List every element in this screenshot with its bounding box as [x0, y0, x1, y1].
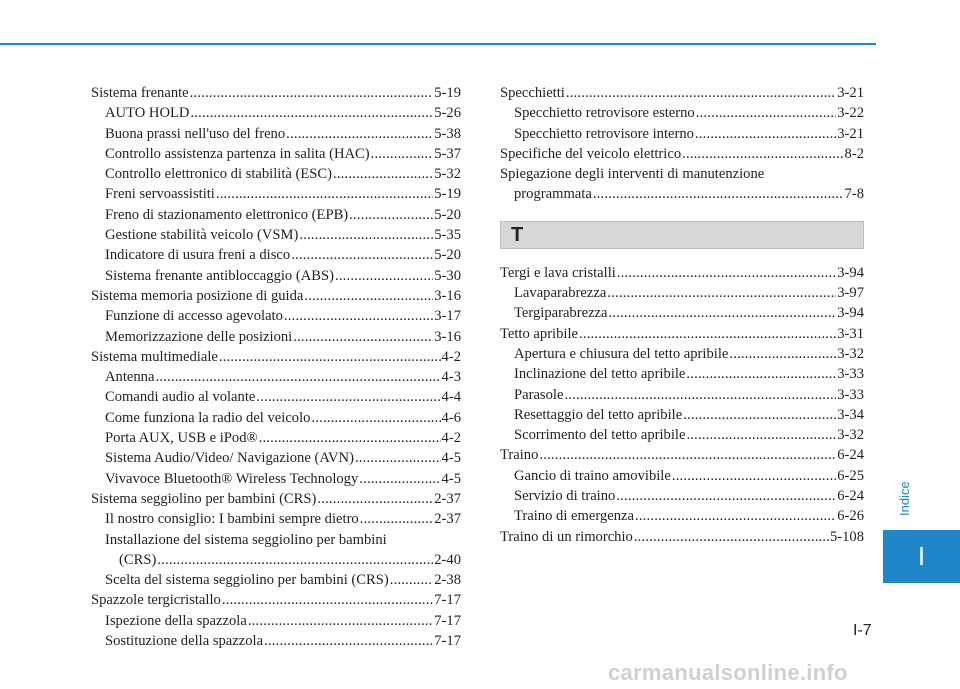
index-entry-label: Specifiche del veicolo elettrico	[500, 145, 682, 162]
index-entry-page: 5-26	[434, 105, 461, 122]
index-entry-page: 3-16	[434, 287, 461, 304]
index-entry[interactable]	[91, 489, 461, 509]
index-entry-label: Freni servoassistiti	[105, 186, 215, 203]
index-entry-label: Sistema multimediale	[91, 348, 218, 365]
index-entry[interactable]	[500, 466, 864, 486]
index-entry-page: 4-5	[441, 450, 461, 467]
index-entry-label: Funzione di accesso agevolato	[105, 308, 283, 325]
dot-leader	[617, 263, 836, 283]
dot-leader	[672, 466, 836, 486]
index-entry-page: 3-94	[837, 305, 864, 322]
dot-leader	[539, 445, 836, 465]
page-number: I-7	[853, 622, 872, 639]
index-entry[interactable]	[91, 550, 461, 570]
index-entry[interactable]	[500, 124, 864, 144]
index-entry[interactable]	[91, 306, 461, 326]
dot-leader	[304, 286, 433, 306]
index-column-left	[91, 83, 461, 651]
index-entry-page: 4-2	[441, 430, 461, 447]
dot-leader	[390, 570, 434, 590]
index-entry-label: Spazzole tergicristallo	[91, 592, 221, 609]
index-entry[interactable]	[91, 184, 461, 204]
dot-leader	[695, 124, 836, 144]
dot-leader	[683, 405, 836, 425]
index-entry-page: 2-40	[434, 551, 461, 568]
index-entry-page: 6-24	[837, 447, 864, 464]
side-tab-letter: I	[917, 541, 926, 571]
index-entry[interactable]	[91, 387, 461, 407]
index-entry-page: 3-32	[837, 345, 864, 362]
dot-leader	[155, 367, 440, 387]
index-entry-page: 5-38	[434, 125, 461, 142]
index-entry-page: 4-4	[441, 389, 461, 406]
index-entry[interactable]	[91, 225, 461, 245]
index-entry[interactable]	[91, 164, 461, 184]
index-column-right	[500, 83, 864, 547]
index-entry-label: Sistema frenante antibloccaggio (ABS)	[105, 267, 334, 284]
index-entry-page: 5-108	[829, 528, 864, 545]
dot-leader	[286, 124, 433, 144]
index-entry-page: 8-2	[844, 145, 864, 162]
dot-leader	[371, 144, 434, 164]
index-entry[interactable]	[91, 83, 461, 103]
index-entry-page: 3-31	[837, 325, 864, 342]
dot-leader	[284, 306, 433, 326]
dot-leader	[579, 324, 836, 344]
index-entry[interactable]	[500, 184, 864, 204]
index-entry-page: 3-33	[837, 386, 864, 403]
dot-leader	[607, 283, 836, 303]
index-entry[interactable]	[500, 385, 864, 405]
index-entry-label: Buona prassi nell'uso del freno	[105, 125, 286, 142]
dot-leader	[216, 184, 433, 204]
dot-leader	[311, 408, 440, 428]
dot-leader	[157, 550, 433, 570]
dot-leader	[359, 469, 440, 489]
index-entry-page: 7-8	[844, 186, 864, 203]
index-entry-label: Installazione del sistema seggiolino per bambini	[105, 531, 387, 548]
section-letter-bar	[500, 221, 864, 249]
index-entry-page: 5-35	[434, 227, 461, 244]
index-entry-label: Tergi e lava cristalli	[500, 264, 616, 281]
index-entry-label: Memorizzazione delle posizioni	[105, 328, 293, 345]
index-entry-page: 4-3	[441, 369, 461, 386]
index-entry-page: 4-2	[441, 348, 461, 365]
index-entry[interactable]	[91, 367, 461, 387]
index-entry-label: Sistema frenante	[91, 85, 189, 101]
index-entry-label: Controllo assistenza partenza in salita (HAC)	[105, 145, 370, 162]
index-entry-page: 3-97	[837, 285, 864, 302]
index-entry[interactable]	[91, 590, 461, 610]
dot-leader	[256, 387, 440, 407]
index-entry-label: Vivavoce Bluetooth® Wireless Technology	[105, 470, 359, 487]
index-entry-page: 5-19	[434, 85, 461, 101]
index-entry[interactable]	[91, 611, 461, 631]
index-entry-page: 3-33	[837, 366, 864, 383]
dot-leader	[682, 144, 843, 164]
index-entry-label: Tergiparabrezza	[514, 305, 608, 322]
index-entry-label: Traino	[500, 447, 539, 464]
dot-leader	[190, 83, 434, 103]
dot-leader	[593, 184, 844, 204]
index-entry-label: Parasole	[514, 386, 564, 403]
dot-leader	[335, 266, 433, 286]
index-entry-label: (CRS)	[119, 551, 157, 568]
index-entry-page: 5-20	[434, 247, 461, 264]
index-entry-label: Traino di emergenza	[514, 508, 634, 525]
index-entry[interactable]	[500, 164, 864, 184]
index-entry-page: 7-17	[434, 612, 461, 629]
index-entry-label: programmata	[514, 186, 592, 203]
dot-leader	[634, 527, 829, 547]
index-entry[interactable]	[91, 448, 461, 468]
index-entry[interactable]	[500, 144, 864, 164]
index-entry-page: 3-21	[837, 125, 864, 142]
index-entry-label: Sistema Audio/Video/ Navigazione (AVN)	[105, 450, 354, 467]
dot-leader	[686, 425, 836, 445]
index-entry-page: 6-25	[837, 467, 864, 484]
index-entry-page: 4-6	[441, 409, 461, 426]
index-entry-label: Resettaggio del tetto apribile	[514, 406, 683, 423]
index-entry-label: Specchietto retrovisore interno	[514, 125, 694, 142]
watermark: carmanualsonline.info	[608, 660, 848, 685]
index-entry-label: Il nostro consiglio: I bambini sempre dietro	[105, 511, 359, 528]
index-entry-page: 2-37	[434, 511, 461, 528]
index-entry-label: Gestione stabilità veicolo (VSM)	[105, 227, 299, 244]
dot-leader	[729, 344, 836, 364]
index-entry-label: AUTO HOLD	[105, 105, 190, 122]
index-entry-label: Scelta del sistema seggiolino per bambini (CRS)	[105, 572, 389, 589]
index-entry-page: 7-17	[434, 592, 461, 609]
index-entry-label: Comandi audio al volante	[105, 389, 256, 406]
index-entry-page: 3-22	[837, 105, 864, 122]
index-entry-label: Scorrimento del tetto apribile	[514, 427, 686, 444]
dot-leader	[190, 103, 433, 123]
side-tab-label: Indice	[897, 481, 912, 517]
index-entry-label: Traino di un rimorchio	[500, 528, 633, 545]
index-entry[interactable]	[500, 445, 864, 465]
dot-leader	[564, 385, 836, 405]
index-entry-page: 3-17	[434, 308, 461, 325]
index-entry[interactable]	[91, 327, 461, 347]
index-entry-page: 2-37	[434, 490, 461, 507]
index-entry[interactable]	[500, 283, 864, 303]
dot-leader	[635, 506, 836, 526]
index-entry[interactable]	[91, 347, 461, 367]
index-entry[interactable]	[500, 263, 864, 283]
index-entry[interactable]	[500, 425, 864, 445]
dot-leader	[696, 103, 837, 123]
index-entry-page: 5-19	[434, 186, 461, 203]
index-entry-page: 4-5	[441, 470, 461, 487]
index-entry-label: Come funziona la radio del veicolo	[105, 409, 311, 426]
index-entry[interactable]	[500, 303, 864, 323]
index-entry[interactable]	[91, 205, 461, 225]
index-entry-label: Indicatore di usura freni a disco	[105, 247, 291, 264]
dot-leader	[259, 428, 441, 448]
index-entry[interactable]	[91, 124, 461, 144]
index-entry[interactable]	[500, 324, 864, 344]
index-entry-label: Spiegazione degli interventi di manutenzione	[500, 166, 765, 183]
index-entry-label: Porta AUX, USB e iPod®	[105, 430, 258, 447]
index-entry-label: Servizio di traino	[514, 488, 616, 505]
index-entry[interactable]	[500, 344, 864, 364]
index-entry[interactable]	[500, 506, 864, 526]
index-entry-page: 5-32	[434, 166, 461, 183]
index-entry-label: Freno di stazionamento elettronico (EPB)	[105, 206, 349, 223]
index-entry-label: Antenna	[105, 369, 155, 386]
dot-leader	[219, 347, 441, 367]
index-entry-page: 5-30	[434, 267, 461, 284]
index-entry-label: Specchietti	[500, 85, 565, 101]
index-entry[interactable]	[91, 408, 461, 428]
index-entry[interactable]	[91, 469, 461, 489]
index-entry[interactable]	[91, 530, 461, 550]
index-entry-page: 5-20	[434, 206, 461, 223]
index-entry-label: Tetto apribile	[500, 325, 578, 342]
index-entry-label: Controllo elettronico di stabilità (ESC)	[105, 166, 332, 183]
dot-leader	[291, 245, 433, 265]
dot-leader	[222, 590, 433, 610]
dot-leader	[264, 631, 433, 651]
dot-leader	[248, 611, 433, 631]
index-entry-label: Gancio di traino amovibile	[514, 467, 671, 484]
header-rule	[0, 43, 876, 45]
index-entry[interactable]	[91, 631, 461, 651]
index-entry[interactable]	[91, 428, 461, 448]
index-entry-page: 5-37	[434, 145, 461, 162]
index-entry-label: Lavaparabrezza	[514, 285, 607, 302]
index-entry-page: 6-26	[837, 508, 864, 525]
index-entry-page: 3-94	[837, 264, 864, 281]
index-entry[interactable]	[91, 103, 461, 123]
index-entry-page: 3-16	[434, 328, 461, 345]
index-group-t	[500, 263, 864, 547]
index-entry-page: 2-38	[434, 572, 461, 589]
index-entry[interactable]	[91, 266, 461, 286]
dot-leader	[609, 303, 837, 323]
dot-leader	[317, 489, 433, 509]
dot-leader	[616, 486, 836, 506]
dot-leader	[360, 509, 434, 529]
index-entry-label: Ispezione della spazzola	[105, 612, 247, 629]
index-entry[interactable]	[500, 527, 864, 547]
side-tab[interactable]	[883, 530, 960, 583]
index-entry[interactable]	[500, 405, 864, 425]
index-entry[interactable]	[91, 245, 461, 265]
index-entry[interactable]	[91, 286, 461, 306]
index-entry-page: 6-24	[837, 488, 864, 505]
index-entry-page: 7-17	[434, 633, 461, 650]
dot-leader	[333, 164, 433, 184]
index-entry-page: 3-21	[837, 85, 864, 101]
index-entry-label: Sistema memoria posizione di guida	[91, 287, 304, 304]
index-entry[interactable]	[500, 103, 864, 123]
index-entry[interactable]	[500, 83, 864, 103]
index-entry[interactable]	[91, 144, 461, 164]
index-entry[interactable]	[91, 509, 461, 529]
index-entry[interactable]	[500, 364, 864, 384]
index-entry-label: Inclinazione del tetto apribile	[514, 366, 686, 383]
dot-leader	[686, 364, 836, 384]
dot-leader	[299, 225, 433, 245]
dot-leader	[355, 448, 441, 468]
index-entry-label: Sistema seggiolino per bambini (CRS)	[91, 490, 317, 507]
index-entry[interactable]	[500, 486, 864, 506]
dot-leader	[349, 205, 433, 225]
index-group-s-continued	[500, 83, 864, 205]
index-entry[interactable]	[91, 570, 461, 590]
index-entry-page: 3-32	[837, 427, 864, 444]
section-letter: T	[511, 223, 524, 246]
dot-leader	[566, 83, 836, 103]
index-entry-label: Specchietto retrovisore esterno	[514, 105, 695, 122]
index-entry-page: 3-34	[837, 406, 864, 423]
dot-leader	[293, 327, 433, 347]
index-entry-label: Apertura e chiusura del tetto apribile	[514, 345, 729, 362]
index-entry-label: Sostituzione della spazzola	[105, 633, 264, 650]
